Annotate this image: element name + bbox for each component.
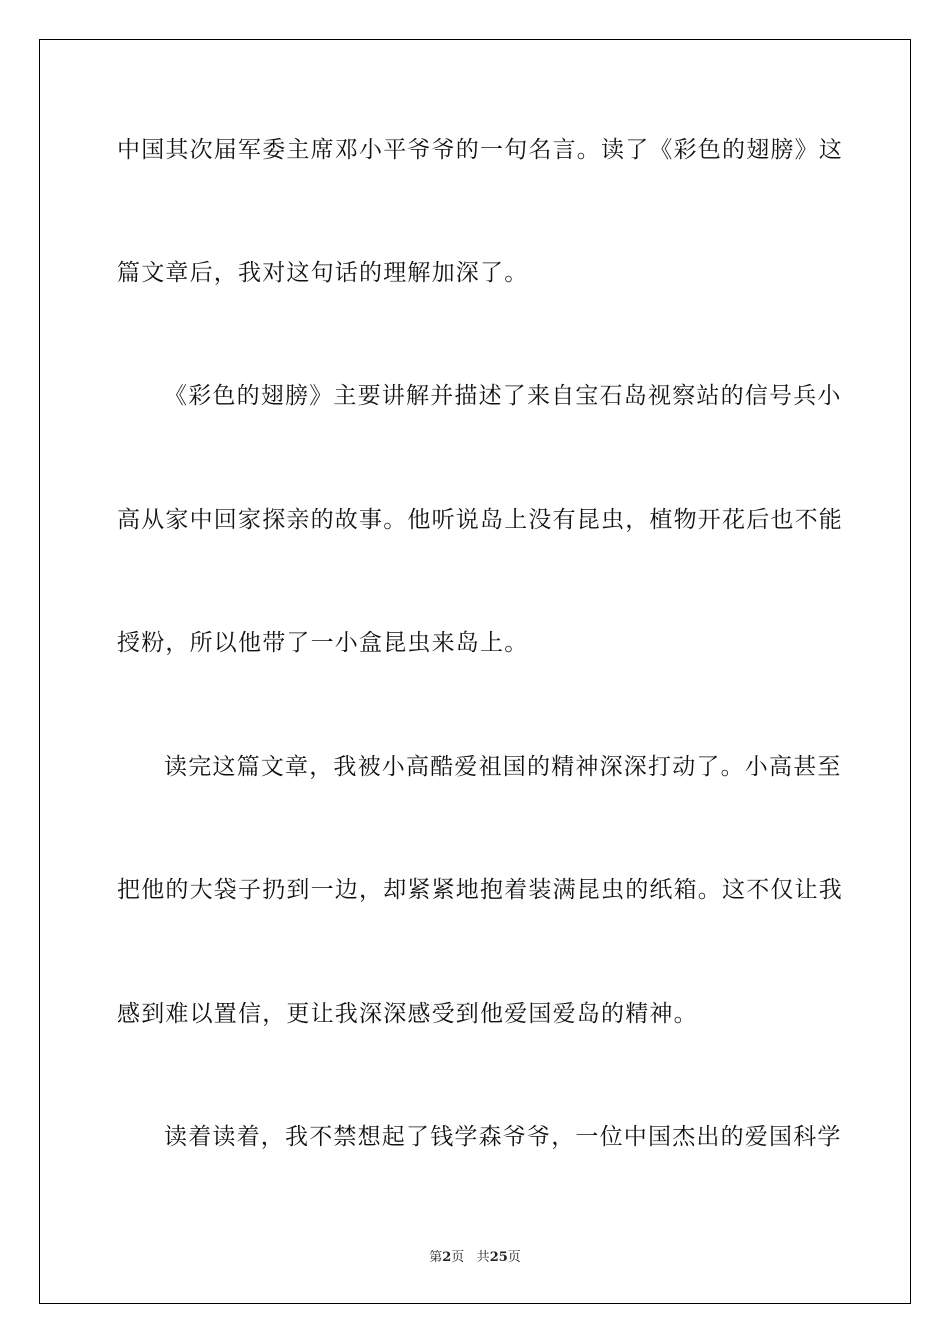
text-line-8: 感到难以置信，更让我深深感受到他爱国爱岛的精神。 (117, 1001, 698, 1027)
text-line-1: 中国其次届军委主席邓小平爷爷的一句名言。读了《彩色的翅膀》这 (117, 137, 843, 163)
footer-total-pages: 25 (489, 1250, 508, 1265)
footer-page-number: 2 (442, 1250, 452, 1265)
text-line-5: 授粉，所以他带了一小盒昆虫来岛上。 (117, 630, 529, 656)
footer-total-prefix: 共 (476, 1250, 490, 1265)
footer-prefix: 第 (429, 1250, 443, 1265)
text-line-4: 高从家中回家探亲的故事。他听说岛上没有昆虫，植物开花后也不能 (117, 507, 843, 533)
page-footer (0, 1246, 950, 1265)
footer-total-suffix: 页 (507, 1250, 521, 1265)
text-line-3: 《彩色的翅膀》主要讲解并描述了来自宝石岛视察站的信号兵小 (164, 383, 842, 409)
text-line-9: 读着读着，我不禁想起了钱学森爷爷，一位中国杰出的爱国科学 (164, 1124, 842, 1150)
footer-page-suffix: 页 (451, 1250, 465, 1265)
page-border (39, 39, 911, 1304)
text-line-6: 读完这篇文章，我被小高酷爱祖国的精神深深打动了。小高甚至 (164, 754, 842, 780)
text-line-2: 篇文章后，我对这句话的理解加深了。 (117, 260, 529, 286)
text-line-7: 把他的大袋子扔到一边，却紧紧地抱着装满昆虫的纸箱。这不仅让我 (117, 877, 843, 903)
